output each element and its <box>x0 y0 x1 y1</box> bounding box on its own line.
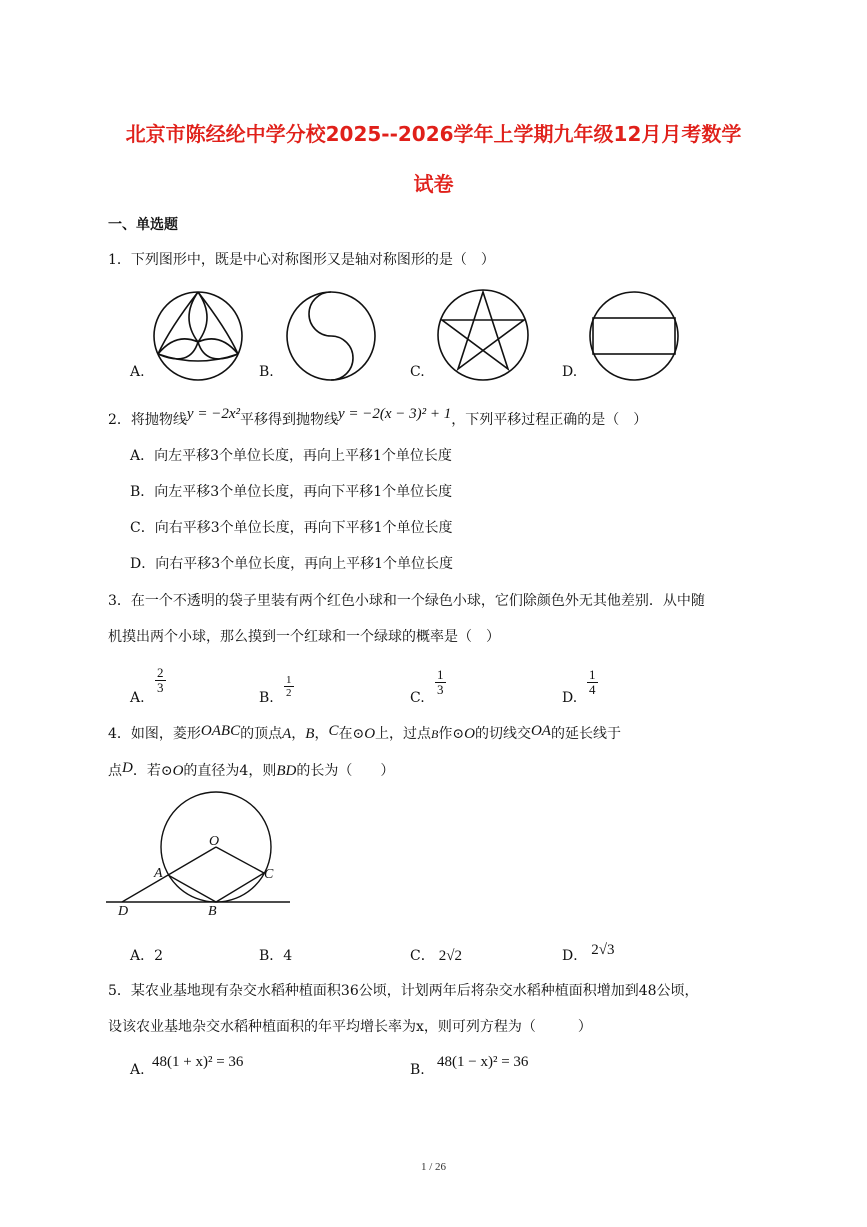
q4-label-d: D <box>118 904 129 919</box>
question-3-line1: 3．在一个不透明的袋子里装有两个红色小球和一个绿色小球，它们除颜色外无其他差别．从中随 <box>108 593 705 609</box>
q1-option-d-label: D. <box>562 364 578 380</box>
document-title-line1: 北京市陈经纶中学分校2025--2026学年上学期九年级12月月考数学 <box>125 122 742 146</box>
q4-line-oc <box>216 847 264 873</box>
q4-bd: BD <box>276 763 297 779</box>
q1-figure-d <box>586 288 682 384</box>
q4-label-c: C <box>264 867 274 882</box>
document-title-line2: 试卷 <box>413 172 454 196</box>
q2-equation-1: y = −2x² <box>186 406 240 422</box>
q1-figure-a <box>150 288 246 384</box>
page-number: 1 / 26 <box>420 1161 447 1173</box>
q4-l1-b: 的顶点 <box>240 726 283 742</box>
q4-l1-a: 4．如图，菱形 <box>108 726 201 742</box>
question-2-stem <box>108 406 648 430</box>
q4-option-a <box>130 945 163 965</box>
q3-option-d-fraction <box>587 668 598 697</box>
q4-b: B <box>305 726 315 742</box>
q4-label-o: O <box>209 834 220 849</box>
q4-opt-a-value: 2 <box>154 948 164 964</box>
q2-option-c: C．向右平移3个单位长度，再向下平移1个单位长度 <box>130 520 453 536</box>
q3-option-b-fraction <box>284 674 294 699</box>
section-heading: 一、单选题 <box>108 217 178 233</box>
q4-opt-a-label: A． <box>130 948 155 964</box>
question-4-line2 <box>108 761 394 781</box>
q4-label-b: B <box>208 904 217 919</box>
q4-option-b <box>259 945 292 965</box>
q4-l1-c: 在⊙ <box>338 726 365 742</box>
q3-option-c-label: C. <box>410 690 425 706</box>
q2-suffix: ，下列平移过程正确的是（ ） <box>451 412 648 428</box>
q3-option-d-label: D. <box>562 690 578 706</box>
q4-option-c <box>410 945 462 965</box>
q3-option-a-label: A. <box>130 690 145 706</box>
q4-comma-2: ， <box>314 726 329 742</box>
q1-option-a-label: A. <box>130 364 145 380</box>
q4-figure <box>104 796 294 920</box>
q3-d-den: 4 <box>589 682 596 697</box>
q4-oabc: OABC <box>200 723 241 739</box>
q4-o-2: O <box>464 726 475 742</box>
q5-option-b-equation: 48(1 − x)² = 36 <box>437 1054 529 1070</box>
q4-label-a: A <box>154 866 163 881</box>
q3-c-den: 3 <box>437 682 444 697</box>
q4-b-2: B <box>431 727 439 741</box>
q4-opt-d-value: 2√3 <box>591 942 615 958</box>
q4-opt-b-label: B． <box>259 948 284 964</box>
q2-mid: 平移得到抛物线 <box>239 412 338 428</box>
q4-option-d <box>562 942 615 965</box>
q1-figure-b <box>283 288 379 384</box>
q3-option-c-fraction <box>435 668 446 697</box>
q1-option-b-label: B. <box>259 364 274 380</box>
q4-o-3: O <box>172 763 184 779</box>
q4-a: A <box>282 726 292 742</box>
q4-oa: OA <box>530 723 551 739</box>
q4-l1-d: 上，过点 <box>375 726 432 742</box>
q1-option-c-label: C. <box>410 364 425 380</box>
q3-c-num: 1 <box>437 667 444 682</box>
question-3-line2: 机摸出两个小球，那么摸到一个红球和一个绿球的概率是（ ） <box>108 629 500 645</box>
q4-l1-e: 作⊙ <box>438 726 465 742</box>
question-1-stem: 1．下列图形中，既是中心对称图形又是轴对称图形的是（ ） <box>108 252 495 268</box>
q4-d: D <box>122 760 133 776</box>
q2-equation-2: y = −2(x − 3)² + 1 <box>337 406 452 422</box>
q5-option-b-label: B. <box>410 1062 425 1078</box>
q2-option-d: D．向右平移3个单位长度，再向上平移1个单位长度 <box>130 556 454 572</box>
question-5-line1: 5．某农业基地现有杂交水稻种植面积36公顷，计划两年后将杂交水稻种植面积增加到48公顷， <box>108 983 699 999</box>
q2-option-a: A．向左平移3个单位长度，再向上平移1个单位长度 <box>130 448 452 464</box>
q4-opt-d-label: D． <box>562 948 588 964</box>
question-4-line1 <box>108 724 621 744</box>
q3-a-den: 3 <box>157 680 164 695</box>
q4-l1-f: 的切线交 <box>474 726 531 742</box>
q4-l2-a: 点 <box>108 763 122 779</box>
q3-b-den: 2 <box>286 687 292 699</box>
q2-prefix: 2．将抛物线 <box>108 412 187 428</box>
q3-option-a-fraction <box>155 666 166 695</box>
q4-o-1: O <box>364 726 376 742</box>
q4-opt-c-label: C． <box>410 948 435 964</box>
q3-d-num: 1 <box>589 667 596 682</box>
q4-opt-b-value: 4 <box>283 948 293 964</box>
q4-line-ab <box>168 875 216 902</box>
q3-a-num: 2 <box>157 665 164 680</box>
q4-line-bc <box>216 873 264 902</box>
q4-opt-c-value: 2√2 <box>438 948 462 964</box>
q3-option-b-label: B. <box>259 690 274 706</box>
q2-option-b: B．向左平移3个单位长度，再向下平移1个单位长度 <box>130 484 453 500</box>
q3-b-num: 1 <box>286 674 292 686</box>
q4-l2-b: ．若⊙ <box>132 763 173 779</box>
q4-c: C <box>328 723 339 739</box>
q1-figure-c <box>434 286 532 384</box>
q4-comma-1: ， <box>291 726 306 742</box>
q4-l2-c: 的直径为4，则 <box>183 763 277 779</box>
q4-l1-g: 的延长线于 <box>550 726 621 742</box>
q5-option-a-equation: 48(1 + x)² = 36 <box>152 1054 244 1070</box>
question-5-line2: 设该农业基地杂交水稻种植面积的年平均增长率为x，则可列方程为（ ） <box>108 1019 592 1035</box>
q4-l2-d: 的长为（ ） <box>296 763 395 779</box>
q5-option-a-label: A. <box>130 1062 145 1078</box>
